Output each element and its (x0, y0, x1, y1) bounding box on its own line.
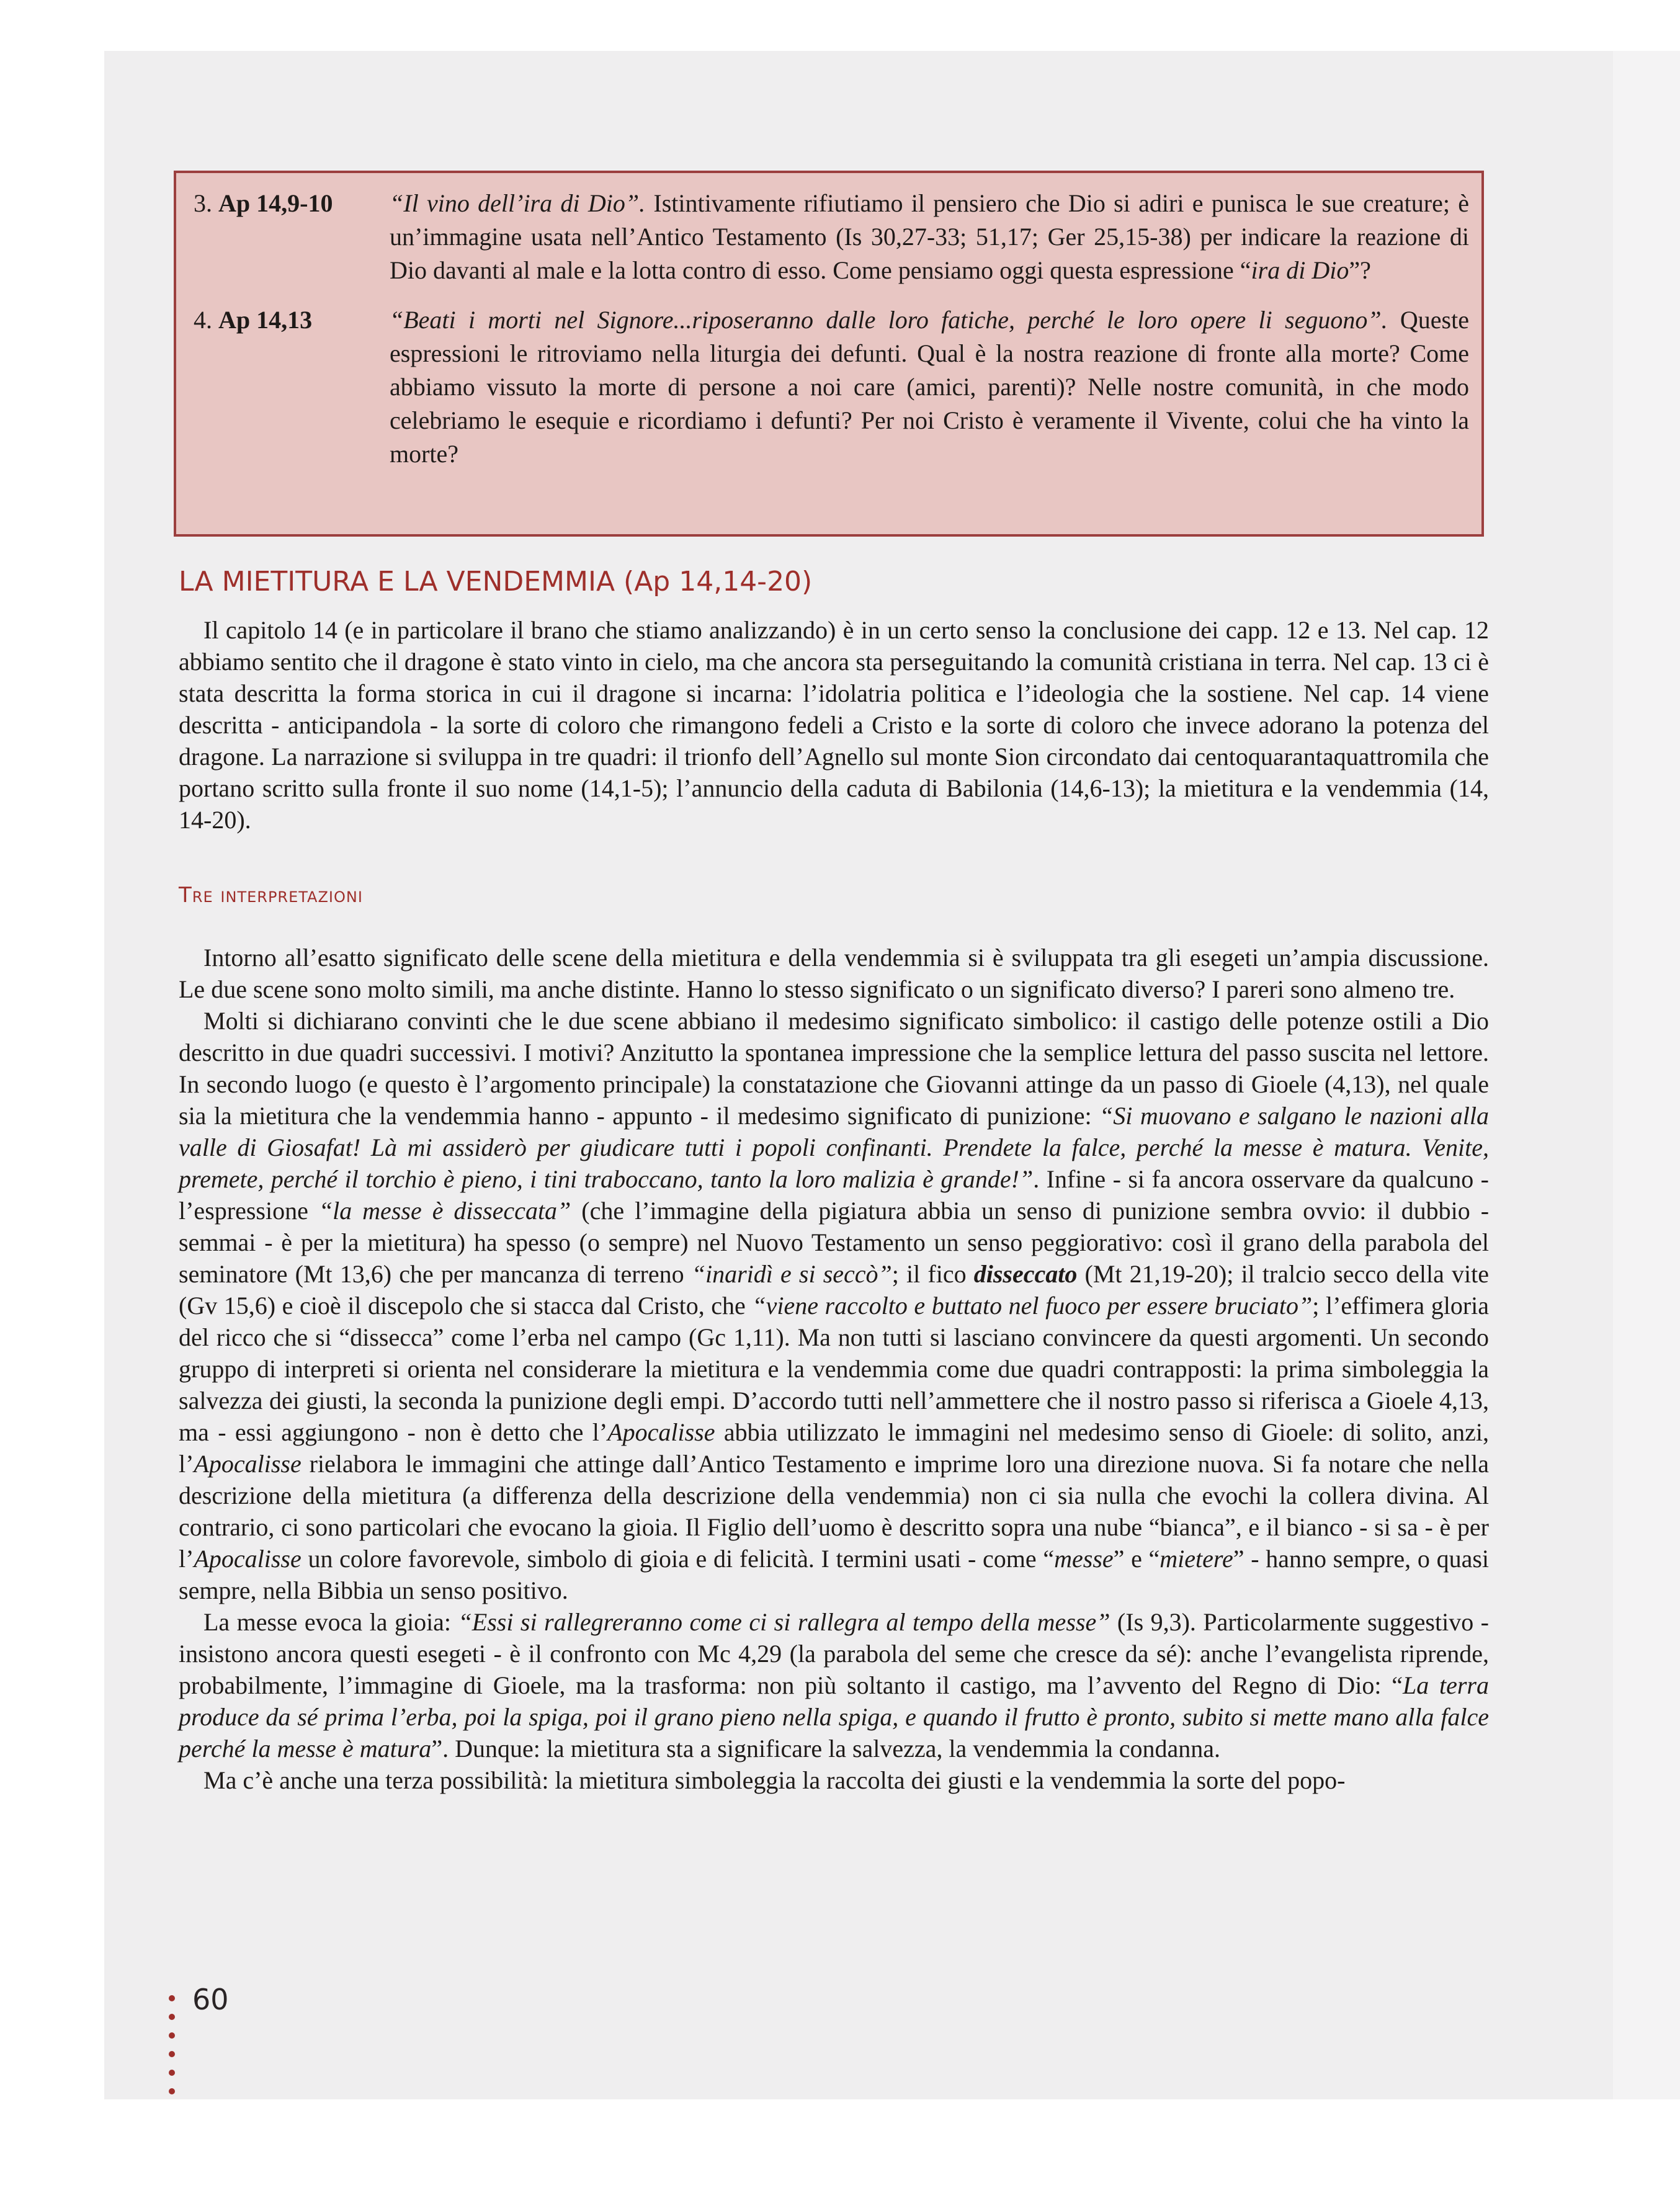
page-edge (1613, 51, 1680, 2099)
question-label: 3. Ap 14,9-10 (194, 189, 333, 217)
page-number: 60 (192, 1983, 229, 2016)
paragraph: Molti si dichiarano convinti che le due scene abbiano il medesimo significato simbolico: il castigo delle potenze ostili a Dio descritto in due quadri successivi. I motivi? Anzitutto la spontanea impressione che la semplice lettura del passo suscita nel lettore. In secondo luogo (e questo è l’argomento principale) la constatazione che Giovanni attinge da un passo di Gioele (4,13), nel quale sia la mietitura che la vendemmia hanno - appunto - il medesimo significato di punizione: “Si muovano e salgano le nazioni alla valle di Giosafat! Là mi assiderò per giudicare tutti i popoli confinanti. Prendete la falce, perché la messe è matura. Venite, premete, perché il torchio è pieno, i tini traboccano, tanto la loro malizia è grande!”. Infine - si fa ancora osservare da qualcuno - l’espressione “la messe è disseccata” (che l’immagine della pigiatura abbia un senso di punizione sembra ovvio: il dubbio - semmai - è per la mietitura) ha spesso (o sempre) nel Nuovo Testamento un senso peggiorativo: così il grano della parabola del seminatore (Mt 13,6) che per mancanza di terreno “inaridì e si seccò”; il fico disseccato (Mt 21,19-20); il tralcio secco della vite (Gv 15,6) e cioè il discepolo che si stacca dal Cristo, che “viene raccolto e buttato nel fuoco per essere bruciato”; l’effimera gloria del ricco che si “dissecca” come l’erba nel campo (Gc 1,11). Ma non tutti si lasciano convincere da questi argomenti. Un secondo gruppo di interpreti si orienta nel considerare la mietitura e la vendemmia come due quadri contrapposti: la prima simboleggia la salvezza dei giusti, la seconda la punizione degli empi. D’accordo tutti nell’ammettere che il nostro passo si riferisca a Gioele 4,13, ma - essi aggiungono - non è detto che l’Apocalisse abbia utilizzato le immagini nel medesimo senso di Gioele: di solito, anzi, l’Apocalisse rielabora le immagini che attinge dall’Antico Testamento e imprime loro una direzione nuova. Si fa notare che nella descrizione della mietitura (a differenza della descrizione della vendemmia) non ci sia nulla che evochi la collera divina. Al contrario, ci sono particolari che evocano la gioia. Il Figlio dell’uomo è descritto sopra una nube “bianca”, e il bianco - si sa - è per l’Apocalisse un colore favorevole, simbolo di gioia e di felicità. I termini usati - come “messe” e “mietere” - hanno sempre, o quasi sempre, nella Bibbia un senso positivo. (179, 1007, 1490, 1604)
page-marker-dots (169, 1995, 175, 2107)
main-text (179, 942, 1489, 1796)
paragraph: Intorno all’esatto significato delle scene della mietitura e della vendemmia si è sviluppata tra gli esegeti un’ampia discussione. Le due scene sono molto simili, ma anche distinte. Hanno lo stesso significato o un significato diverso? I pareri sono almeno tre. (179, 944, 1489, 1003)
questions-box (174, 171, 1484, 537)
question-text: “Beati i morti nel Signore...riposeranno dalle loro fatiche, perché le loro opere li seguono”. Queste espressioni le ritroviamo nella liturgia dei defunti. Qual è la nostra reazione di fronte alla morte? Come abbiamo vissuto la morte di persone a noi care (amici, parenti)? Nelle nostre comunità, in che modo celebriamo le esequie e ricordiamo i defunti? Per noi Cristo è veramente il Vivente, colui che ha vinto la morte? (390, 306, 1469, 468)
paragraph: Ma c’è anche una terza possibilità: la mietitura simboleggia la raccolta dei giusti e la vendemmia la sorte del popo- (203, 1766, 1346, 1794)
section-title: LA MIETITURA E LA VENDEMMIA (Ap 14,14-20) (179, 566, 813, 597)
intro-paragraph: Il capitolo 14 (e in particolare il brano che stiamo analizzando) è in un certo senso la conclusione dei capp. 12 e 13. Nel cap. 12 abbiamo sentito che il dragone è stato vinto in cielo, ma che ancora sta perseguitando la comunità cristiana in terra. Nel cap. 13 ci è stata descritta la forma storica in cui il dragone si incarna: l’idolatria politica e l’ideologia che la sostiene. Nel cap. 14 viene descritta - anticipandola - la sorte di coloro che rimangono fedeli a Cristo e la sorte di coloro che invece adorano la potenza del dragone. La narrazione si sviluppa in tre quadri: il trionfo dell’Agnello sul monte Sion circondato dai centoquarantaquattromila che portano scritto sulla fronte il suo nome (14,1-5); l’annuncio della caduta di Babilonia (14,6-13); la mietitura e la vendemmia (14, 14-20). (179, 616, 1489, 834)
paragraph: La messe evoca la gioia: “Essi si rallegreranno come ci si rallegra al tempo della messe” (Is 9,3). Particolarmente suggestivo - insistono ancora questi esegeti - è il confronto con Mc 4,29 (la parabola del seme che cresce da sé): anche l’evangelista riprende, probabilmente, l’immagine di Gioele, ma la trasforma: non più soltanto il castigo, ma l’avvento del Regno di Dio: “La terra produce da sé prima l’erba, poi la spiga, poi il grano pieno nella spiga, e quando il frutto è pronto, subito si mette mano alla falce perché la messe è matura”. Dunque: la mietitura sta a significare la salvezza, la vendemmia la condanna. (179, 1608, 1489, 1763)
question-item (189, 303, 1469, 471)
question-label: 4. Ap 14,13 (194, 306, 313, 334)
subheading: Tre interpretazioni (179, 883, 363, 908)
question-text: “Il vino dell’ira di Dio”. Istintivamente rifiutiamo il pensiero che Dio si adiri e punisca le sue creature; è un’immagine usata nell’Antico Testamento (Is 30,27-33; 51,17; Ger 25,15-38) per indicare la reazione di Dio davanti al male e la lotta contro di esso. Come pensiamo oggi questa espressione “ira di Dio”? (390, 189, 1469, 284)
question-item (189, 187, 1469, 287)
